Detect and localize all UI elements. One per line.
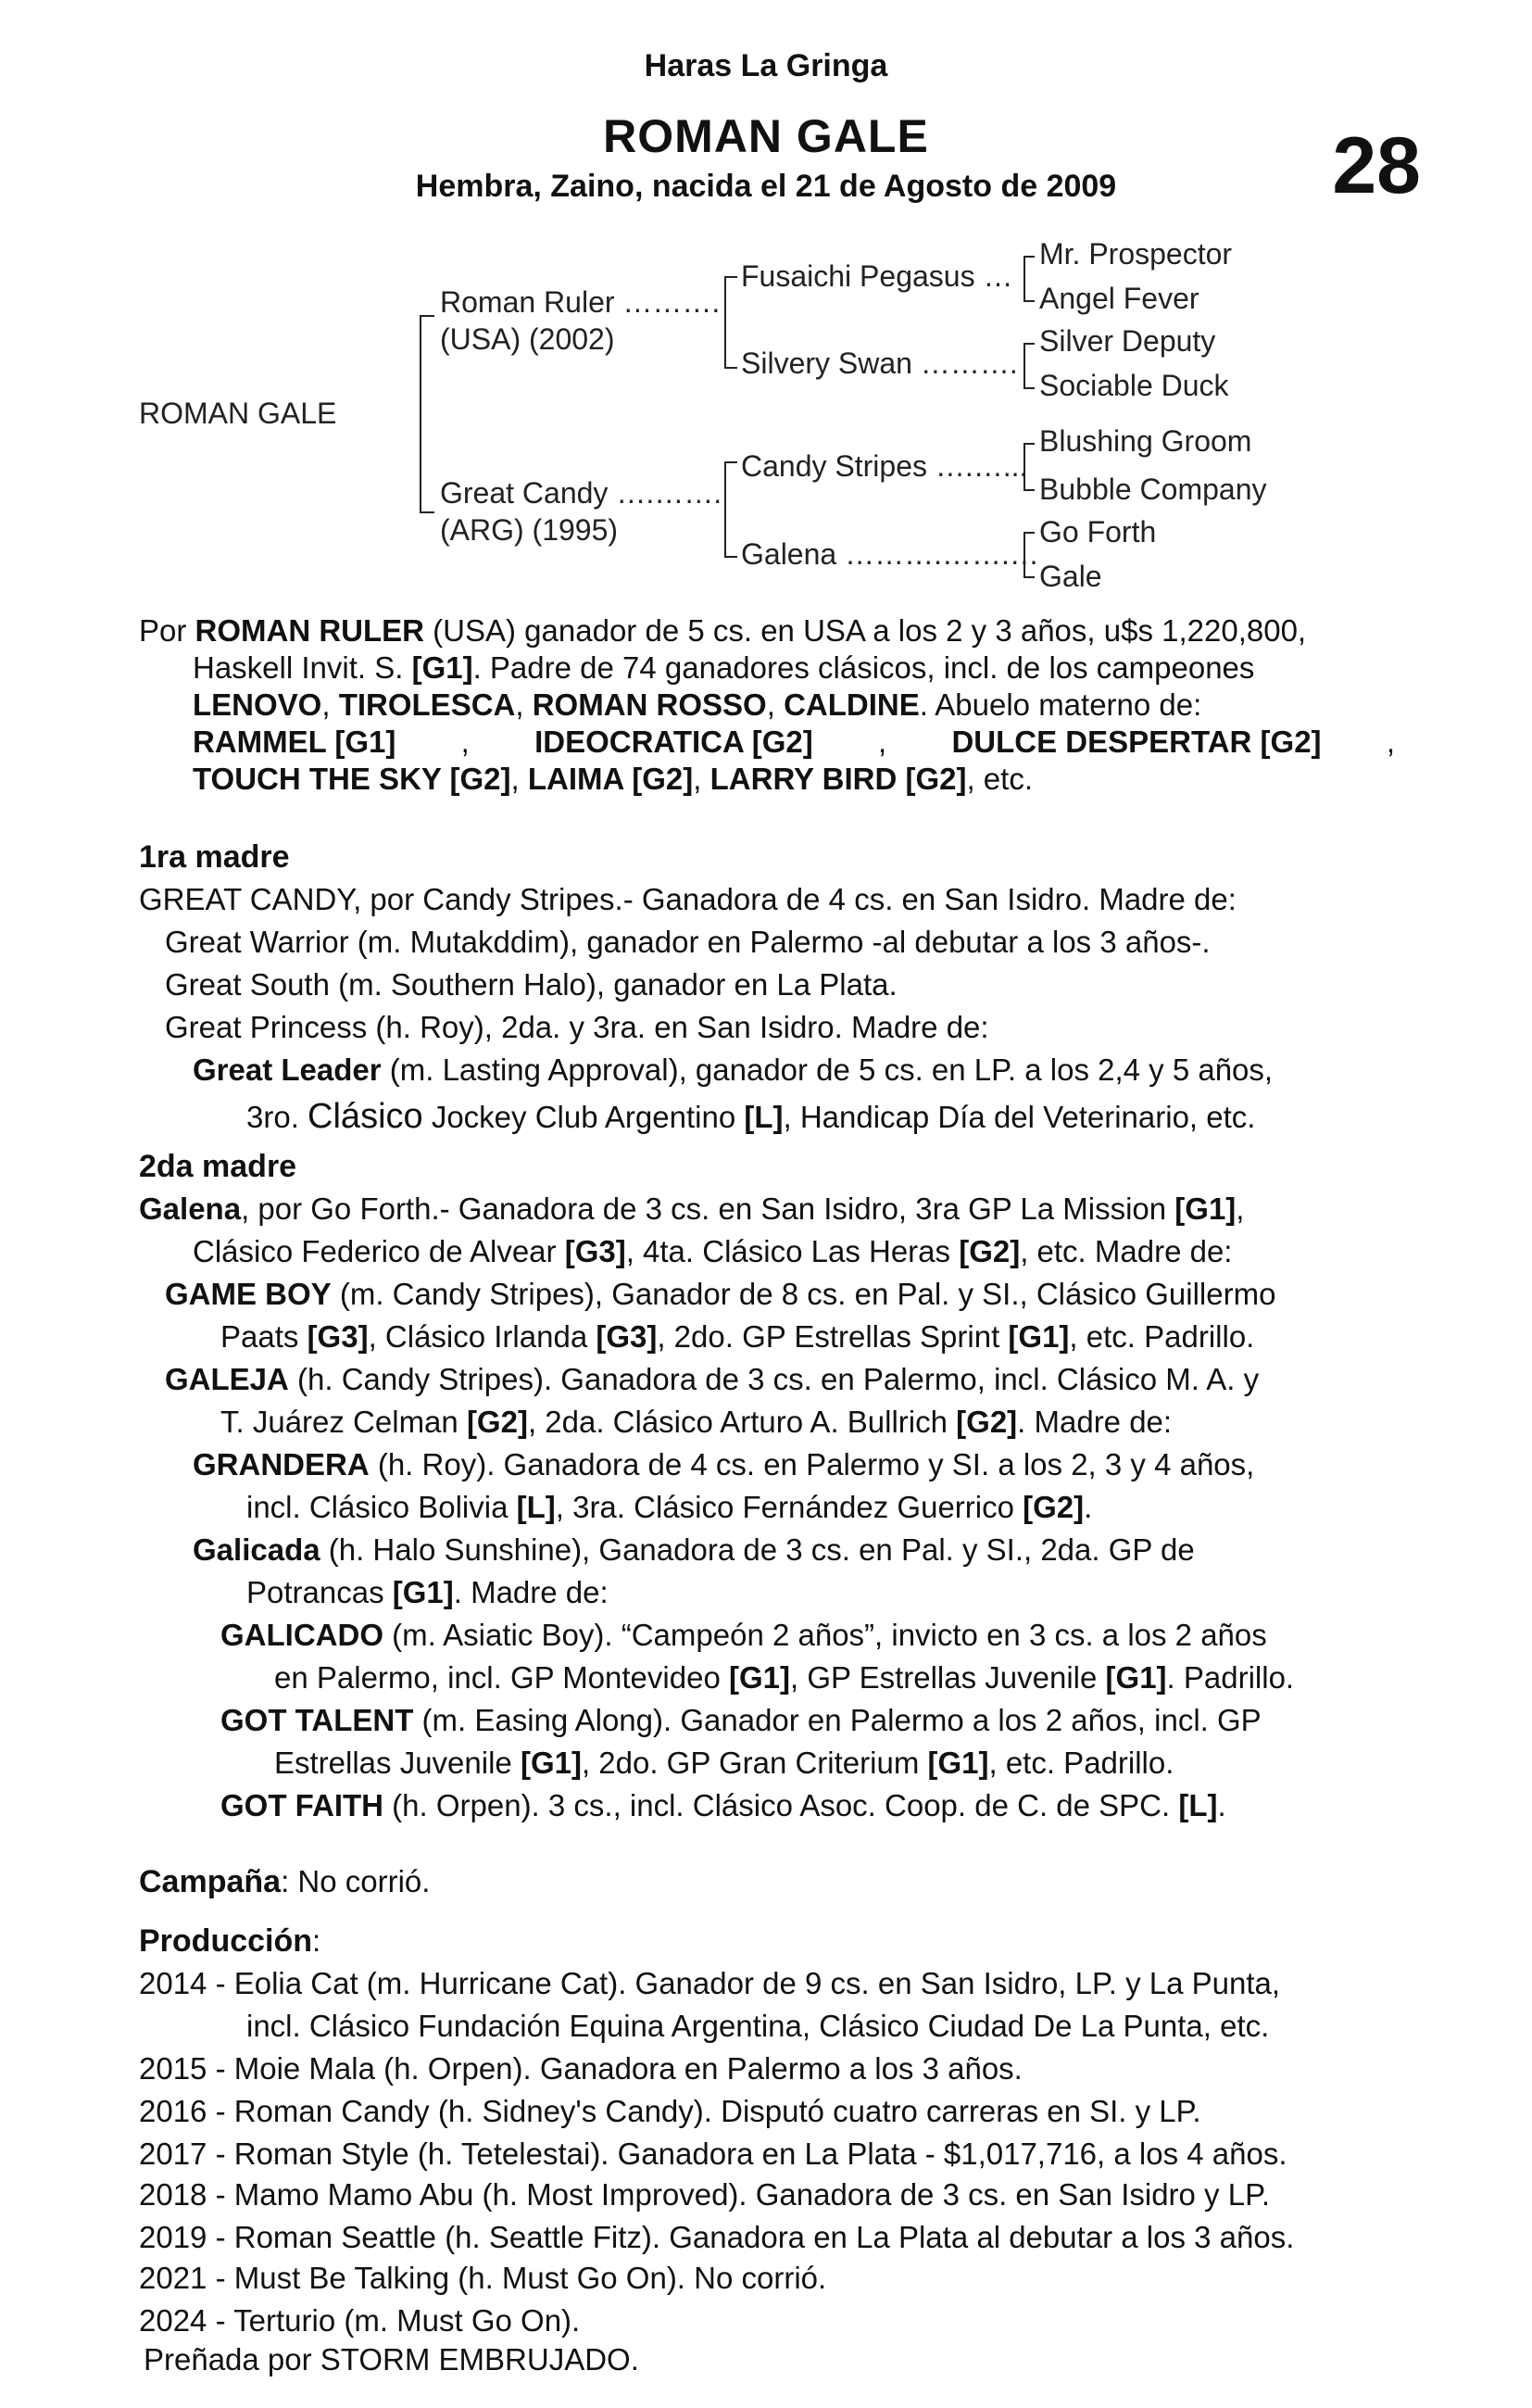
production-line-9: 2024 - Terturio (m. Must Go On).	[139, 2303, 581, 2338]
stud-name: Haras La Gringa	[644, 48, 888, 83]
pedigree-dds: Go Forth	[1039, 515, 1157, 548]
pedigree-bracket-3b	[1023, 343, 1035, 389]
second-dam-line-12: en Palermo, incl. GP Montevideo [G1], GP Estrellas Juvenile [G1]. Padrillo.	[274, 1660, 1295, 1695]
second-dam-line-14: Estrellas Juvenile [G1], 2do. GP Gran Criterium [G1], etc. Padrillo.	[274, 1746, 1174, 1780]
second-dam-line-4: Paats [G3], Clásico Irlanda [G3], 2do. GP Estrellas Sprint [G1], etc. Padrillo.	[220, 1319, 1255, 1354]
first-dam-line-4: Great Princess (h. Roy), 2da. y 3ra. en San Isidro. Madre de:	[165, 1010, 989, 1044]
pedigree-sds: Silver Deputy	[1039, 324, 1216, 358]
second-dam-line-7: GRANDERA (h. Roy). Ganadora de 4 cs. en Palermo y SI. a los 2, 3 y 4 años,	[193, 1447, 1255, 1481]
pedigree-bracket-3a	[1023, 256, 1035, 302]
sire-line-4: RAMMEL [G1] , IDEOCRATICA [G2] , DULCE DESPERTAR [G2] ,	[193, 725, 1395, 759]
first-dam-line-5: Great Leader (m. Lasting Approval), ganador de 5 cs. en LP. a los 2,4 y 5 años,	[193, 1053, 1274, 1087]
second-dam-line-8: incl. Clásico Bolivia [L], 3ra. Clásico Fernández Guerrico [G2].	[246, 1490, 1093, 1524]
pedigree-ddd: Gale	[1039, 560, 1102, 593]
first-dam-line-3: Great South (m. Southern Halo), ganador en La Plata.	[165, 967, 898, 1002]
lot-number: 28	[1332, 121, 1421, 210]
first-dam-line-6: 3ro. Clásico Jockey Club Argentino [L], Handicap Día del Veterinario, etc.	[246, 1097, 1256, 1136]
production-line-8: 2021 - Must Be Talking (h. Must Go On). No corrió.	[139, 2261, 827, 2295]
second-dam-line-6: T. Juárez Celman [G2], 2da. Clásico Arturo A. Bullrich [G2]. Madre de:	[220, 1405, 1173, 1439]
production-heading: Producción:	[139, 1923, 321, 1959]
pedigree-sire-origin: (USA) (2002)	[440, 322, 615, 356]
pedigree-bracket-3d	[1023, 532, 1035, 578]
sire-line-5: TOUCH THE SKY [G2], LAIMA [G2], LARRY BIRD [G2], etc.	[193, 762, 1033, 796]
sire-line-2: Haskell Invit. S. [G1]. Padre de 74 ganadores clásicos, incl. de los campeones	[193, 650, 1255, 685]
second-dam-line-3: GAME BOY (m. Candy Stripes), Ganador de 8 cs. en Pal. y SI., Clásico Guillermo	[165, 1277, 1276, 1311]
pedigree-bracket-1	[420, 315, 434, 513]
production-line-10: Preñada por STORM EMBRUJADO.	[144, 2342, 639, 2376]
second-dam-line-15: GOT FAITH (h. Orpen). 3 cs., incl. Clásico Asoc. Coop. de C. de SPC. [L].	[220, 1788, 1226, 1822]
production-line-5: 2017 - Roman Style (h. Tetelestai). Ganadora en La Plata - $1,017,716, a los 4 años.	[139, 2137, 1287, 2171]
production-line-1: 2014 - Eolia Cat (m. Hurricane Cat). Ganador de 9 cs. en San Isidro, LP. y La Punta,	[139, 1966, 1281, 2000]
campaign-line: Campaña: No corrió.	[139, 1864, 431, 1899]
second-dam-line-10: Potrancas [G1]. Madre de:	[246, 1575, 609, 1609]
pedigree-sire-sire: Fusaichi Pegasus …	[741, 259, 1013, 293]
pedigree-subject: ROMAN GALE	[139, 397, 337, 430]
second-dam-line-11: GALICADO (m. Asiatic Boy). “Campeón 2 años”, invicto en 3 cs. a los 2 años	[220, 1618, 1267, 1652]
first-dam-line-2: Great Warrior (m. Mutakddim), ganador en Palermo -al debutar a los 3 años-.	[165, 925, 1211, 959]
sire-line-1: Por ROMAN RULER (USA) ganador de 5 cs. en USA a los 2 y 3 años, u$s 1,220,800,	[139, 613, 1307, 648]
second-dam-heading: 2da madre	[139, 1149, 297, 1184]
pedigree-sire-dam: Silvery Swan ……….	[741, 347, 1018, 380]
pedigree-dss: Blushing Groom	[1039, 424, 1252, 458]
pedigree-dam-origin: (ARG) (1995)	[440, 513, 619, 547]
production-line-4: 2016 - Roman Candy (h. Sidney's Candy). Disputó cuatro carreras en SI. y LP.	[139, 2094, 1201, 2128]
sire-line-3: LENOVO, TIROLESCA, ROMAN ROSSO, CALDINE. Abuelo materno de:	[193, 687, 1202, 722]
first-dam-line-1: GREAT CANDY, por Candy Stripes.- Ganadora de 4 cs. en San Isidro. Madre de:	[139, 882, 1237, 916]
pedigree-dam-sire: Candy Stripes ….…...	[741, 449, 1028, 483]
production-line-7: 2019 - Roman Seattle (h. Seattle Fitz). Ganadora en La Plata al debutar a los 3 años.	[139, 2220, 1295, 2254]
horse-name: ROMAN GALE	[603, 110, 929, 162]
pedigree-sdd: Sociable Duck	[1039, 369, 1229, 402]
pedigree-sire: Roman Ruler ……….	[440, 285, 721, 319]
pedigree-dsd: Bubble Company	[1039, 473, 1267, 506]
pedigree-bracket-3c	[1023, 443, 1035, 491]
production-line-6: 2018 - Mamo Mamo Abu (h. Most Improved). Ganadora de 3 cs. en San Isidro y LP.	[139, 2177, 1270, 2212]
pedigree-ssd: Angel Fever	[1039, 282, 1199, 315]
pedigree-dam: Great Candy ….…….	[440, 476, 722, 510]
pedigree-dam-dam: Galena ……….…….…	[741, 537, 1039, 571]
second-dam-line-9: Galicada (h. Halo Sunshine), Ganadora de 3 cs. en Pal. y SI., 2da. GP de	[193, 1532, 1195, 1567]
first-dam-heading: 1ra madre	[139, 839, 290, 875]
second-dam-line-5: GALEJA (h. Candy Stripes). Ganadora de 3 cs. en Palermo, incl. Clásico M. A. y	[165, 1362, 1260, 1396]
production-line-2: incl. Clásico Fundación Equina Argentina, Clásico Ciudad De La Punta, etc.	[246, 2009, 1270, 2043]
second-dam-line-13: GOT TALENT (m. Easing Along). Ganador en Palermo a los 2 años, incl. GP	[220, 1703, 1262, 1737]
horse-description: Hembra, Zaino, nacida el 21 de Agosto de 2009	[415, 169, 1117, 204]
pedigree-bracket-2b	[724, 461, 737, 558]
second-dam-line-1: Galena, por Go Forth.- Ganadora de 3 cs. en San Isidro, 3ra GP La Mission [G1],	[139, 1191, 1245, 1226]
pedigree-bracket-2a	[724, 276, 737, 369]
pedigree-sss: Mr. Prospector	[1039, 237, 1233, 271]
second-dam-line-2: Clásico Federico de Alvear [G3], 4ta. Clásico Las Heras [G2], etc. Madre de:	[193, 1234, 1233, 1268]
production-line-3: 2015 - Moie Mala (h. Orpen). Ganadora en Palermo a los 3 años.	[139, 2051, 1023, 2086]
